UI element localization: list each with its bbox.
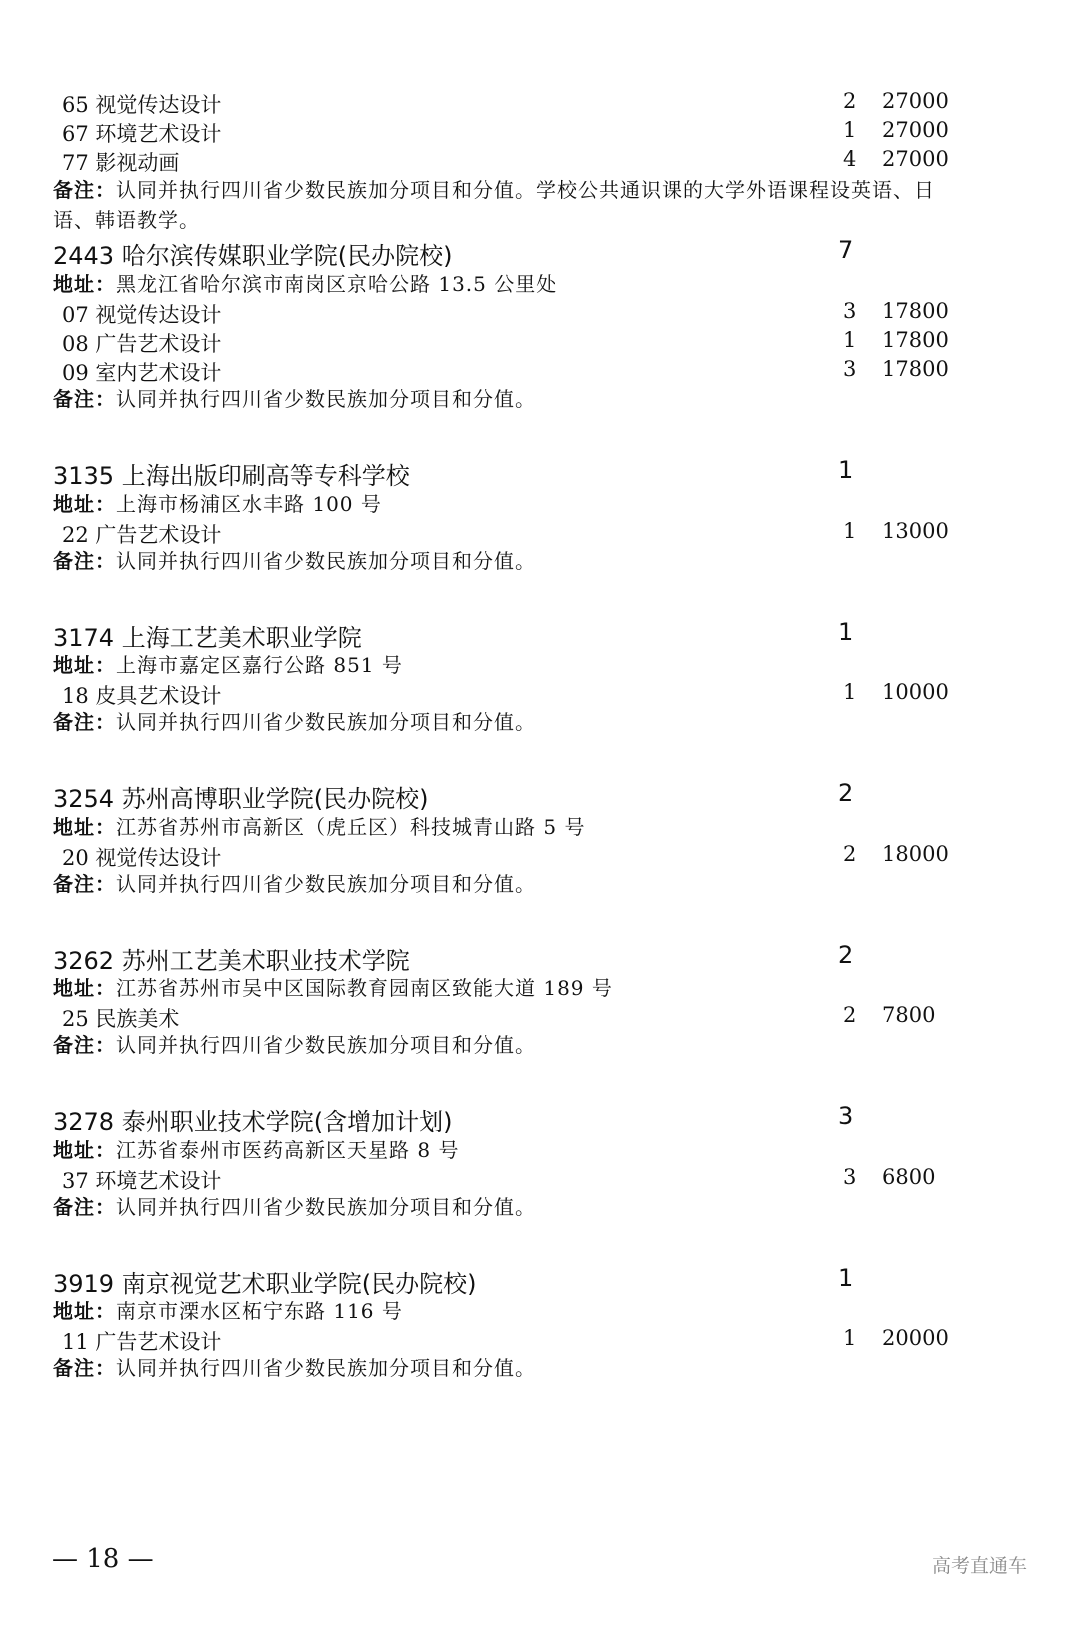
major-name: 22 广告艺术设计 xyxy=(62,523,222,547)
major-count: 2 xyxy=(843,89,857,113)
major-fee: 17800 xyxy=(882,299,949,323)
major-fee: 18000 xyxy=(882,842,949,866)
page-number: — 18 — xyxy=(52,1544,154,1574)
major-name: 65 视觉传达设计 xyxy=(62,93,222,117)
major-count: 3 xyxy=(843,1165,857,1189)
note xyxy=(53,1030,536,1060)
major-count: 1 xyxy=(843,1326,857,1350)
major-row xyxy=(0,1165,1080,1195)
major-count: 1 xyxy=(843,118,857,142)
major-name: 09 室内艺术设计 xyxy=(62,361,222,385)
school-name: 3135 上海出版印刷高等专科学校 xyxy=(53,462,410,490)
major-count: 1 xyxy=(843,519,857,543)
major-name: 67 环境艺术设计 xyxy=(62,122,222,146)
note-label: 备注： xyxy=(53,549,116,573)
address xyxy=(53,488,382,517)
note xyxy=(53,384,536,414)
major-count: 4 xyxy=(843,147,857,171)
major-fee: 6800 xyxy=(882,1165,936,1189)
major-row xyxy=(0,680,1080,710)
note-label: 备注： xyxy=(53,1356,116,1380)
address xyxy=(53,649,403,678)
address xyxy=(53,1295,403,1324)
major-name: 25 民族美术 xyxy=(62,1007,180,1031)
major-count: 2 xyxy=(843,1003,857,1027)
address-label: 地址： xyxy=(53,492,116,516)
major-fee: 27000 xyxy=(882,118,949,142)
address-label: 地址： xyxy=(53,976,116,1000)
major-row xyxy=(0,519,1080,549)
major-row xyxy=(0,328,1080,358)
note xyxy=(53,546,536,576)
school-name: 3919 南京视觉艺术职业学院(民办院校) xyxy=(53,1270,477,1298)
school-count: 2 xyxy=(838,941,854,969)
note-label: 备注： xyxy=(53,1195,116,1219)
major-row xyxy=(0,89,1080,119)
major-name: 07 视觉传达设计 xyxy=(62,303,222,327)
major-fee: 13000 xyxy=(882,519,949,543)
school-count: 1 xyxy=(838,1264,854,1292)
address-text: 黑龙江省哈尔滨市南岗区京哈公路 13.5 公里处 xyxy=(116,272,558,296)
school-name: 3254 苏州高博职业学院(民办院校) xyxy=(53,785,429,813)
major-fee: 27000 xyxy=(882,89,949,113)
major-fee: 20000 xyxy=(882,1326,949,1350)
note-text: 认同并执行四川省少数民族加分项目和分值。 xyxy=(116,872,536,896)
major-name: 77 影视动画 xyxy=(62,151,180,175)
note-label: 备注： xyxy=(53,387,116,411)
note-text: 认同并执行四川省少数民族加分项目和分值。 xyxy=(116,387,536,411)
note-label: 备注： xyxy=(53,710,116,734)
major-row xyxy=(0,147,1080,177)
major-fee: 10000 xyxy=(882,680,949,704)
address-label: 地址： xyxy=(53,1138,116,1162)
note-label: 备注： xyxy=(53,178,116,202)
school-name: 2443 哈尔滨传媒职业学院(民办院校) xyxy=(53,242,453,270)
school-name: 3278 泰州职业技术学院(含增加计划) xyxy=(53,1108,453,1136)
major-count: 1 xyxy=(843,328,857,352)
watermark: 高考直通车 xyxy=(932,1555,1028,1577)
note-text: 认同并执行四川省少数民族加分项目和分值。 xyxy=(116,710,536,734)
address xyxy=(53,268,557,297)
school-name: 3174 上海工艺美术职业学院 xyxy=(53,624,362,652)
major-name: 37 环境艺术设计 xyxy=(62,1169,222,1193)
address xyxy=(53,972,613,1001)
address-label: 地址： xyxy=(53,272,116,296)
note-text: 认同并执行四川省少数民族加分项目和分值。 xyxy=(116,1356,536,1380)
address-text: 上海市嘉定区嘉行公路 851 号 xyxy=(116,653,403,677)
address-label: 地址： xyxy=(53,815,116,839)
note xyxy=(53,1192,536,1222)
address-text: 江苏省苏州市高新区（虎丘区）科技城青山路 5 号 xyxy=(116,815,586,839)
school-count: 7 xyxy=(838,236,854,264)
address-text: 江苏省苏州市吴中区国际教育园南区致能大道 189 号 xyxy=(116,976,613,1000)
major-count: 3 xyxy=(843,357,857,381)
major-row xyxy=(0,1003,1080,1033)
major-count: 2 xyxy=(843,842,857,866)
address xyxy=(53,1134,459,1163)
school-name: 3262 苏州工艺美术职业技术学院 xyxy=(53,947,410,975)
major-fee: 17800 xyxy=(882,328,949,352)
major-row xyxy=(0,842,1080,872)
school-count: 2 xyxy=(838,779,854,807)
major-fee: 17800 xyxy=(882,357,949,381)
address-text: 南京市溧水区柘宁东路 116 号 xyxy=(116,1299,403,1323)
note-text: 认同并执行四川省少数民族加分项目和分值。 xyxy=(116,1195,536,1219)
note xyxy=(53,707,536,737)
address-label: 地址： xyxy=(53,1299,116,1323)
note xyxy=(53,1353,536,1383)
school-count: 3 xyxy=(838,1102,854,1130)
note-text: 认同并执行四川省少数民族加分项目和分值。学校公共通识课的大学外语课程设英语、日 xyxy=(116,178,935,202)
school-count: 1 xyxy=(838,456,854,484)
note-text: 语、韩语教学。 xyxy=(53,208,200,232)
address-text: 上海市杨浦区水丰路 100 号 xyxy=(116,492,382,516)
major-name: 08 广告艺术设计 xyxy=(62,332,222,356)
major-row xyxy=(0,1326,1080,1356)
note-text: 认同并执行四川省少数民族加分项目和分值。 xyxy=(116,1033,536,1057)
major-count: 1 xyxy=(843,680,857,704)
major-name: 20 视觉传达设计 xyxy=(62,846,222,870)
address-label: 地址： xyxy=(53,653,116,677)
major-name: 18 皮具艺术设计 xyxy=(62,684,222,708)
address-text: 江苏省泰州市医药高新区天星路 8 号 xyxy=(116,1138,460,1162)
note xyxy=(53,869,536,899)
note-text: 认同并执行四川省少数民族加分项目和分值。 xyxy=(116,549,536,573)
major-fee: 7800 xyxy=(882,1003,936,1027)
school-count: 1 xyxy=(838,618,854,646)
note-label: 备注： xyxy=(53,1033,116,1057)
major-row xyxy=(0,299,1080,329)
major-name: 11 广告艺术设计 xyxy=(62,1330,222,1354)
major-row xyxy=(0,357,1080,387)
major-fee: 27000 xyxy=(882,147,949,171)
major-row xyxy=(0,118,1080,148)
note xyxy=(53,175,935,235)
note-label: 备注： xyxy=(53,872,116,896)
major-count: 3 xyxy=(843,299,857,323)
address xyxy=(53,811,585,840)
